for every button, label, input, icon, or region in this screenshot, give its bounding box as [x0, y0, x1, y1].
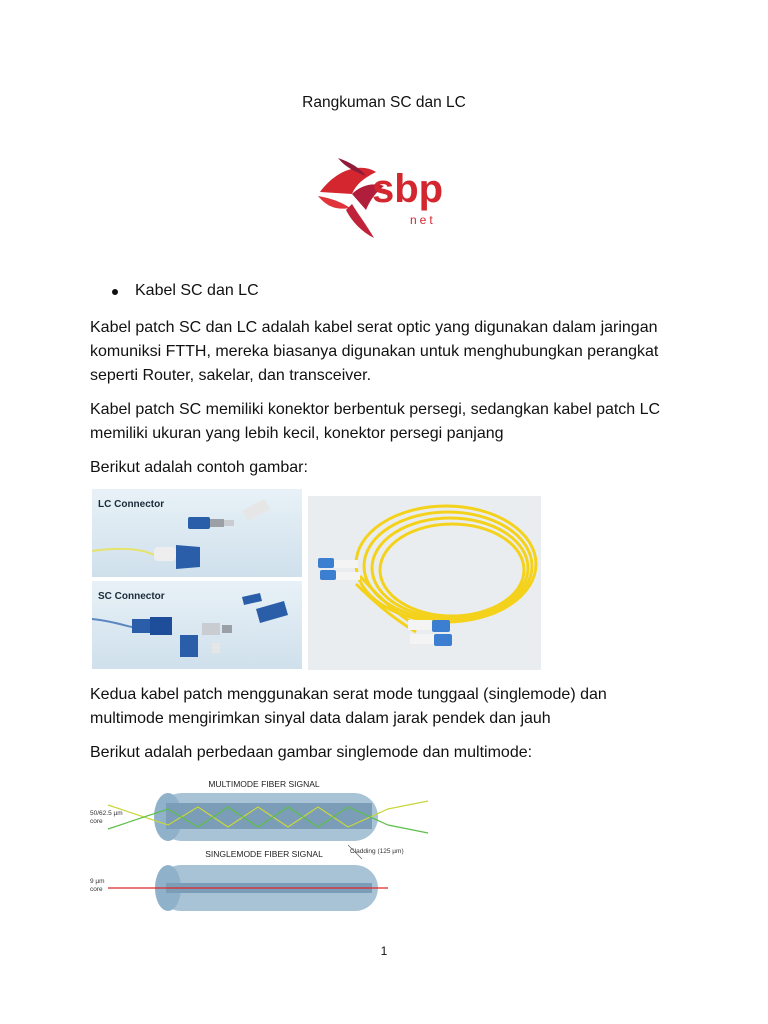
- lc-sc-connector-image: [92, 489, 302, 669]
- paragraph-5: [90, 741, 690, 765]
- page-number: 1: [380, 944, 388, 958]
- lc-connector-label: LC Connector: [98, 499, 165, 510]
- paragraph-1-line: seperti Router, sakelar, dan transceiver.: [90, 367, 372, 384]
- paragraph-3-line: Berikut adalah contoh gambar:: [90, 459, 308, 476]
- sbp-net-logo: [316, 152, 456, 242]
- paragraph-2-line: Kabel patch SC memiliki konektor berbentuk persegi, sedangkan kabel patch LC: [90, 401, 661, 418]
- paragraph-4-line: Kedua kabel patch menggunakan serat mode tunggaal (singlemode) dan: [90, 686, 607, 703]
- page-title: Rangkuman SC dan LC: [302, 94, 466, 111]
- paragraph-5-line: Berikut adalah perbedaan gambar singlemode dan multimode:: [90, 744, 533, 761]
- mm-core-label-line1: 50/62.5 µm: [90, 810, 123, 817]
- cladding-label: Cladding (125 µm): [350, 848, 404, 855]
- sc-connector-label: SC Connector: [98, 591, 165, 602]
- sm-core-label-line1: 9 µm: [90, 878, 105, 885]
- sm-core-label-line2: core: [90, 886, 103, 893]
- mm-core-label-line2: core: [90, 818, 103, 825]
- singlemode-multimode-fiber-image: [88, 773, 440, 918]
- yellow-patch-cable-image: [308, 496, 541, 670]
- paragraph-2-line: memiliki ukuran yang lebih kecil, konektor persegi panjang: [90, 425, 504, 442]
- paragraph-1-line: komuniksi FTTH, mereka biasanya digunakan untuk menghubungkan perangkat: [90, 343, 659, 360]
- paragraph-1: [90, 316, 690, 388]
- logo-subword: net: [410, 213, 436, 227]
- paragraph-4: [90, 683, 690, 731]
- paragraph-3: [90, 456, 690, 480]
- singlemode-title: SINGLEMODE FIBER SIGNAL: [205, 849, 323, 859]
- logo-word: sbp: [372, 167, 444, 211]
- bullet-dot-icon: [112, 289, 118, 295]
- multimode-title: MULTIMODE FIBER SIGNAL: [208, 779, 320, 789]
- paragraph-1-line: Kabel patch SC dan LC adalah kabel serat optic yang digunakan dalam jaringan: [90, 319, 658, 336]
- paragraph-2: [90, 398, 690, 446]
- bullet-text: Kabel SC dan LC: [135, 282, 259, 299]
- paragraph-4-line: multimode mengirimkan sinyal data dalam jarak pendek dan jauh: [90, 710, 551, 727]
